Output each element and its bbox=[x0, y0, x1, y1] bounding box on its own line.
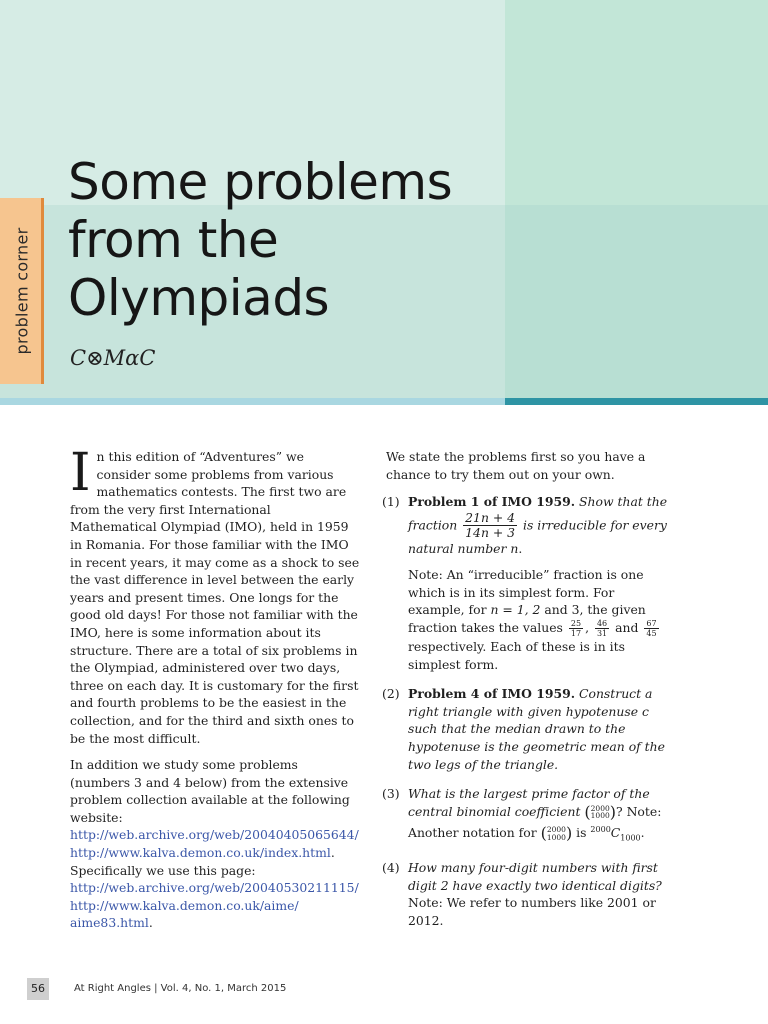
header-panel bbox=[505, 0, 768, 205]
note-text: and bbox=[615, 619, 639, 635]
fraction-denominator: 31 bbox=[596, 628, 608, 638]
problem-text: is irreducible for every natural number bbox=[408, 517, 667, 557]
right-column bbox=[382, 448, 672, 942]
problem-number: (4) bbox=[382, 860, 400, 876]
link-line bbox=[70, 915, 153, 930]
fraction-numerator: 67 bbox=[646, 618, 657, 628]
problem-heading: Problem 4 of IMO 1959. bbox=[408, 686, 576, 702]
binom-bottom: 1000 bbox=[546, 832, 566, 842]
section-tab-label: problem corner bbox=[12, 227, 32, 355]
link-kalva-archive-2b[interactable]: http://www.kalva.demon.co.uk/aime/ bbox=[70, 897, 299, 913]
problem-list bbox=[382, 493, 672, 929]
problem-text: What is the largest prime factor of the central binomial coefficient bbox=[408, 786, 650, 819]
header-divider bbox=[0, 398, 505, 405]
binomial-coefficient: (2000 1000) bbox=[540, 823, 573, 843]
link-line bbox=[70, 845, 335, 860]
alt-sup: 2000 bbox=[590, 825, 611, 835]
binom-top: 2000 bbox=[546, 825, 566, 835]
punct: . bbox=[640, 825, 645, 841]
note-text: Note: We refer to numbers like 2001 or 2012. bbox=[408, 895, 656, 929]
fraction-denominator: 14n + 3 bbox=[465, 525, 516, 541]
problem-number: (1) bbox=[382, 494, 400, 510]
problem-text: Construct a right triangle with given hypotenuse c such that the median drawn to the hypotenuse is the geometric mean of the two legs of the triangle. bbox=[408, 686, 665, 772]
left-column bbox=[70, 443, 360, 932]
title-line: from the bbox=[68, 211, 279, 269]
fraction bbox=[463, 511, 517, 541]
fraction-numerator: 21n + 4 bbox=[465, 509, 516, 525]
punct: . bbox=[518, 541, 523, 557]
fraction-denominator: 45 bbox=[646, 628, 657, 638]
alt-c: C bbox=[610, 825, 621, 841]
drop-cap: I bbox=[70, 443, 91, 503]
binom-top: 2000 bbox=[590, 803, 610, 813]
problem-item bbox=[382, 685, 672, 773]
page-number: 56 bbox=[27, 978, 49, 1000]
page-title bbox=[68, 153, 488, 327]
problem-item bbox=[382, 859, 672, 929]
math-var: n bbox=[510, 541, 519, 557]
header-divider bbox=[505, 398, 768, 405]
intro-text: n this edition of “Adventures” we consider some problems from various mathematics contests. The first two are from the very first International Mathematical Olympiad (IMO), held in 1959 in Romania. For those familiar with the IMO in recent years, it may come as a shock to see the vast difference in level between the early years and present times. One longs for the good old days! For those not familiar with the IMO, here is some information about its structure. There are a total of six problems in the Olympiad, administered over two days, three on each day. It is customary for the first and fourth problems to be the easiest in the collection, and for the third and sixth ones to be the most difficult. bbox=[70, 449, 360, 746]
fraction bbox=[644, 619, 658, 638]
link-punct: . bbox=[148, 915, 153, 931]
binom-bottom: 1000 bbox=[590, 811, 610, 821]
link-kalva-archive-2c[interactable]: aime83.html bbox=[70, 915, 149, 931]
fraction-numerator: 46 bbox=[596, 618, 608, 628]
alt-notation bbox=[590, 825, 641, 843]
math-expr: n = 1, 2 bbox=[490, 602, 541, 618]
fraction-numerator: 25 bbox=[570, 618, 582, 628]
problem-note: Note: An “irreducible” fraction is one which is in its simplest form. For example, for n = 1, 2 and 3, the given fraction takes the values $\frac{25}{17}$ , $\frac{46}{31}$ and $\frac{67}{45}$ respectively. Each of these is in its simplest form. bbox=[408, 566, 657, 672]
link-kalva-archive-1a[interactable]: http://web.archive.org/web/20040405065644/ bbox=[70, 827, 359, 843]
link-kalva-archive-2a[interactable]: http://web.archive.org/web/20040530211115/ bbox=[70, 880, 359, 896]
header-panel bbox=[505, 205, 768, 398]
link-punct: . bbox=[330, 845, 335, 861]
problem-heading: Problem 1 of IMO 1959. bbox=[408, 494, 576, 510]
fraction bbox=[595, 619, 609, 638]
author-byline: C⊗MαC bbox=[70, 346, 156, 370]
note-text: respectively. Each of these is in its simplest form. bbox=[408, 639, 625, 672]
sources-mid: Specifically we use this page: bbox=[70, 862, 256, 878]
problem-text: How many four-digit numbers with first digit 2 have exactly two identical digits? bbox=[408, 860, 662, 893]
problem-number: (3) bbox=[382, 786, 400, 802]
binomial-coefficient: (2000 1000) bbox=[584, 802, 616, 822]
footer-citation: At Right Angles | Vol. 4, No. 1, March 2015 bbox=[74, 983, 287, 994]
title-line: Some problems bbox=[68, 153, 453, 211]
fraction bbox=[569, 619, 583, 638]
link-kalva-archive-1b[interactable]: http://www.kalva.demon.co.uk/index.html bbox=[70, 845, 331, 861]
problems-intro: We state the problems first so you have a chance to try them out on your own. bbox=[386, 449, 646, 482]
note-text: ? Note: Another notation for bbox=[408, 803, 662, 841]
note-text: and 3, the given fraction takes the values bbox=[408, 602, 646, 635]
note-text: is bbox=[576, 825, 587, 841]
sources-paragraph bbox=[70, 756, 360, 932]
problem-text: Show that the fraction bbox=[408, 494, 668, 533]
note-text: Note: An “irreducible” fraction is one which is in its simplest form. For example, for bbox=[408, 566, 644, 618]
fraction-denominator: 17 bbox=[570, 628, 582, 638]
problem-item bbox=[382, 493, 672, 673]
intro-paragraph bbox=[70, 443, 360, 747]
problem-number: (2) bbox=[382, 686, 400, 702]
sources-intro: In addition we study some problems (numbers 3 and 4 below) from the extensive problem collection available at the following website: bbox=[70, 757, 350, 825]
alt-sub: 1000 bbox=[620, 833, 641, 843]
title-line: Olympiads bbox=[68, 269, 330, 327]
problem-item bbox=[382, 785, 672, 847]
